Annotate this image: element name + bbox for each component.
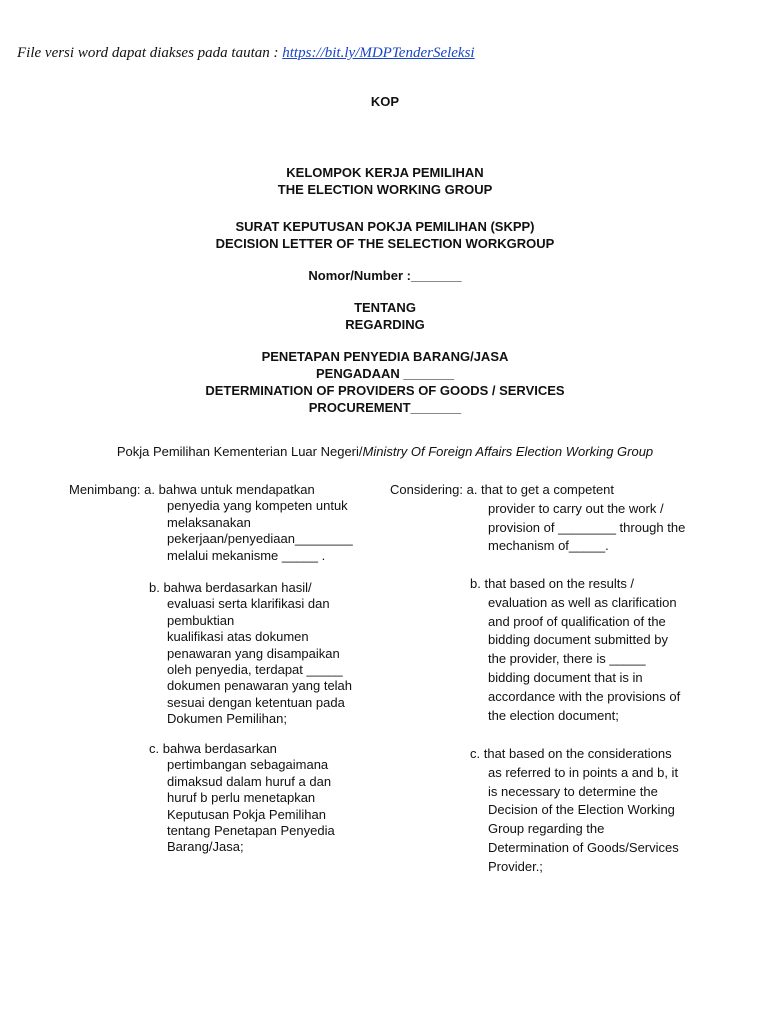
considering-id-c bbox=[149, 741, 335, 856]
text-line: accordance with the provisions of bbox=[488, 688, 681, 704]
subject-heading bbox=[0, 348, 770, 416]
text-line: c. that based on the considerations bbox=[470, 746, 672, 761]
text-line: the provider, there is _____ bbox=[488, 651, 646, 667]
regarding-heading bbox=[0, 299, 770, 333]
text-line: Group regarding the bbox=[488, 821, 605, 837]
text-line: Dokumen Pemilihan; bbox=[167, 711, 287, 727]
text-line: penyedia yang kompeten untuk bbox=[167, 498, 348, 514]
text-line: melalui mekanisme _____ . bbox=[167, 547, 326, 563]
subject-line-3: DETERMINATION OF PROVIDERS OF GOODS / SERVICES bbox=[205, 383, 565, 398]
text-line: huruf b perlu menetapkan bbox=[167, 790, 316, 806]
note-text: File versi word dapat diakses pada tautan : bbox=[17, 45, 283, 61]
text-line: evaluasi serta klarifikasi dan bbox=[167, 596, 330, 612]
text-line: pekerjaan/penyediaan________ bbox=[167, 531, 353, 547]
text-line: c. bahwa berdasarkan bbox=[149, 741, 277, 756]
text-line: dimaksud dalam huruf a dan bbox=[167, 773, 332, 789]
considering-en-a bbox=[390, 481, 685, 556]
text-line: provider to carry out the work / bbox=[488, 500, 664, 516]
considering-id-a bbox=[69, 482, 353, 564]
text-line: sesuai dengan ketentuan pada bbox=[167, 694, 345, 710]
text-line: Determination of Goods/Services bbox=[488, 839, 679, 855]
subject-line-2: PENGADAAN _______ bbox=[315, 366, 454, 381]
group-title-en: THE ELECTION WORKING GROUP bbox=[277, 182, 493, 197]
letter-title-id: SURAT KEPUTUSAN POKJA PEMILIHAN (SKPP) bbox=[235, 219, 535, 234]
letter-title bbox=[0, 218, 770, 252]
text-line: as referred to in points a and b, it bbox=[488, 764, 679, 780]
intro-paragraph bbox=[0, 444, 770, 459]
text-line: mechanism of_____. bbox=[488, 538, 609, 554]
regarding-en: REGARDING bbox=[345, 317, 425, 332]
text-line: bidding document submitted by bbox=[488, 632, 668, 648]
intro-en: Ministry Of Foreign Affairs Election Working Group bbox=[362, 444, 654, 459]
word-file-note bbox=[17, 45, 475, 62]
letter-number-text: Nomor/Number :_______ bbox=[308, 268, 462, 283]
text-line: bidding document that is in bbox=[488, 669, 643, 685]
text-line: pertimbangan sebagaimana bbox=[167, 757, 329, 773]
text-line: Provider.; bbox=[488, 858, 543, 874]
intro-id: Pokja Pemilihan Kementerian Luar Negeri/ bbox=[116, 444, 363, 459]
text-line: Barang/Jasa; bbox=[167, 839, 244, 855]
text-line: evaluation as well as clarification bbox=[488, 594, 677, 610]
working-group-title bbox=[0, 164, 770, 198]
letter-title-en: DECISION LETTER OF THE SELECTION WORKGROUP bbox=[215, 236, 555, 251]
subject-line-1: PENETAPAN PENYEDIA BARANG/JASA bbox=[261, 349, 509, 364]
text-line: the election document; bbox=[488, 707, 619, 723]
text-line: dokumen penawaran yang telah bbox=[167, 678, 353, 694]
subject-line-4: PROCUREMENT_______ bbox=[308, 400, 462, 415]
text-line: kualifikasi atas dokumen bbox=[167, 629, 309, 645]
text-line: Keputusan Pokja Pemilihan bbox=[167, 806, 326, 822]
text-line: b. bahwa berdasarkan hasil/ bbox=[149, 580, 312, 595]
text-line: Considering: a. that to get a competent bbox=[390, 482, 615, 497]
text-line: oleh penyedia, terdapat _____ bbox=[167, 662, 343, 678]
text-line: b. that based on the results / bbox=[470, 576, 635, 591]
text-line: Menimbang: a. bahwa untuk mendapatkan bbox=[69, 482, 315, 497]
considering-id-b bbox=[149, 580, 352, 728]
considering-en-b bbox=[470, 575, 680, 725]
text-line: and proof of qualification of the bbox=[488, 613, 666, 629]
letter-number bbox=[0, 267, 770, 284]
text-line: melaksanakan bbox=[167, 514, 251, 530]
considering-en-c bbox=[470, 745, 679, 877]
kop-header bbox=[0, 93, 770, 110]
kop-label: KOP bbox=[370, 94, 400, 109]
text-line: provision of ________ through the bbox=[488, 519, 686, 535]
text-line: Decision of the Election Working bbox=[488, 802, 675, 818]
group-title-id: KELOMPOK KERJA PEMILIHAN bbox=[286, 165, 484, 180]
text-line: is necessary to determine the bbox=[488, 783, 658, 799]
text-line: pembuktian bbox=[167, 612, 235, 628]
word-file-link[interactable]: https://bit.ly/MDPTenderSeleksi bbox=[282, 45, 475, 61]
text-line: penawaran yang disampaikan bbox=[167, 645, 340, 661]
text-line: tentang Penetapan Penyedia bbox=[167, 823, 335, 839]
regarding-id: TENTANG bbox=[354, 300, 416, 315]
